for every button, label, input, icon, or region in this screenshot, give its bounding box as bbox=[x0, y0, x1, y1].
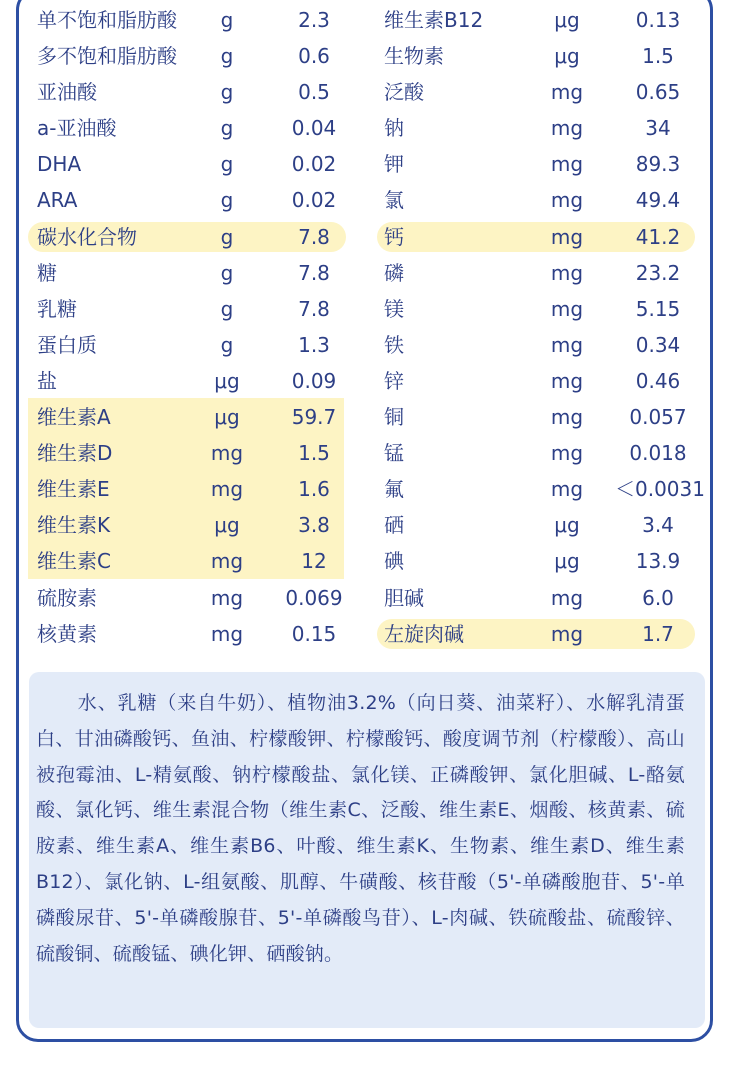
nutrient-value: 1.7 bbox=[642, 621, 674, 646]
nutrient-value: 13.9 bbox=[635, 549, 681, 574]
nutrient-row bbox=[377, 327, 697, 363]
nutrient-unit: mg bbox=[550, 477, 584, 502]
nutrient-value: 0.02 bbox=[291, 188, 337, 213]
nutrient-row bbox=[28, 507, 346, 543]
nutrient-value: 7.8 bbox=[298, 296, 330, 321]
nutrient-column-left bbox=[28, 2, 346, 652]
nutrient-name: 核黄素 bbox=[37, 621, 97, 646]
nutrient-row bbox=[377, 146, 697, 182]
nutrient-name: 生物素 bbox=[384, 44, 444, 69]
nutrient-value: 49.4 bbox=[635, 188, 681, 213]
nutrient-name: 硫胺素 bbox=[37, 585, 97, 610]
nutrient-unit: g bbox=[220, 152, 234, 177]
nutrient-value: 0.04 bbox=[291, 116, 337, 141]
nutrient-value: 0.46 bbox=[635, 368, 681, 393]
nutrient-unit: g bbox=[220, 296, 234, 321]
nutrient-row bbox=[377, 543, 697, 579]
nutrient-value: 0.65 bbox=[635, 80, 681, 105]
nutrient-unit: mg bbox=[210, 549, 244, 574]
nutrient-row bbox=[28, 616, 346, 652]
nutrient-row bbox=[28, 471, 346, 507]
nutrient-value: 0.13 bbox=[635, 8, 681, 32]
nutrient-value: 3.8 bbox=[298, 513, 330, 538]
nutrient-value: 23.2 bbox=[635, 260, 681, 285]
nutrient-unit: mg bbox=[550, 368, 584, 393]
nutrient-value: 2.3 bbox=[298, 8, 330, 32]
nutrient-unit: mg bbox=[210, 477, 244, 502]
nutrient-unit: g bbox=[220, 44, 234, 69]
nutrient-name: 碘 bbox=[384, 549, 404, 574]
nutrient-value: 6.0 bbox=[642, 585, 674, 610]
nutrient-name: 钙 bbox=[384, 224, 404, 249]
nutrient-value: 0.09 bbox=[291, 368, 337, 393]
nutrient-row bbox=[377, 435, 697, 471]
nutrient-name: 胆碱 bbox=[384, 585, 424, 610]
nutrient-value: 59.7 bbox=[291, 405, 337, 430]
nutrient-name: 左旋肉碱 bbox=[384, 621, 464, 646]
nutrient-unit: mg bbox=[550, 441, 584, 466]
nutrient-name: 维生素C bbox=[37, 549, 111, 574]
nutrient-name: 维生素K bbox=[37, 513, 111, 538]
nutrient-row bbox=[28, 580, 346, 616]
nutrient-name: 镁 bbox=[384, 296, 404, 321]
nutrient-unit: μg bbox=[214, 513, 240, 538]
nutrient-value: 0.6 bbox=[298, 44, 330, 69]
nutrient-name: 维生素D bbox=[37, 441, 113, 466]
nutrient-value: 1.6 bbox=[298, 477, 330, 502]
nutrient-value: 0.02 bbox=[291, 152, 337, 177]
nutrient-row bbox=[377, 291, 697, 327]
ingredients-list: 水、乳糖（来自牛奶）、植物油3.2%（向日葵、油菜籽）、水解乳清蛋白、甘油磷酸钙、鱼油、柠檬酸钾、柠檬酸钙、酸度调节剂（柠檬酸）、高山被孢霉油、L-精氨酸、钠柠檬酸盐、氯化镁、正磷酸钾、氯化胆碱、L-酪氨酸、氯化钙、维生素混合物（维生素C、泛酸、维生素E、烟酸、核黄素、硫胺素、维生素A、维生素B6、叶酸、维生素K、生物素、维生素D、维生素B12）、氯化钠、L-组氨酸、肌醇、牛磺酸、核苷酸（5'-单磷酸胞苷、5'-单磷酸尿苷、5'-单磷酸腺苷、5'-单磷酸鸟苷）、L-肉碱、铁硫酸盐、硫酸锌、硫酸铜、硫酸锰、碘化钾、硒酸钠。 bbox=[29, 672, 705, 1028]
nutrient-row bbox=[377, 580, 697, 616]
nutrient-value: 41.2 bbox=[635, 224, 681, 249]
nutrient-unit: mg bbox=[550, 621, 584, 646]
nutrient-unit: mg bbox=[550, 116, 584, 141]
nutrient-value: 7.8 bbox=[298, 224, 330, 249]
nutrient-name: 钠 bbox=[384, 116, 404, 141]
nutrient-name: 磷 bbox=[384, 260, 404, 285]
nutrient-value: ＜0.0031 bbox=[615, 477, 705, 502]
nutrient-name: DHA bbox=[37, 152, 82, 177]
nutrient-name: 锌 bbox=[384, 368, 404, 393]
nutrient-value: 0.018 bbox=[629, 441, 687, 466]
nutrient-row bbox=[28, 38, 346, 74]
nutrient-row bbox=[28, 74, 346, 110]
nutrient-unit: mg bbox=[550, 152, 584, 177]
nutrient-row bbox=[377, 255, 697, 291]
nutrient-unit: μg bbox=[554, 513, 580, 538]
nutrient-value: 5.15 bbox=[635, 296, 681, 321]
nutrient-unit: μg bbox=[554, 8, 580, 32]
nutrient-unit: mg bbox=[550, 260, 584, 285]
nutrient-name: 维生素B12 bbox=[384, 8, 484, 32]
nutrient-value: 0.34 bbox=[635, 332, 681, 357]
nutrient-unit: mg bbox=[550, 585, 584, 610]
nutrient-row bbox=[28, 363, 346, 399]
nutrient-name: 铁 bbox=[384, 332, 404, 357]
nutrient-unit: mg bbox=[550, 188, 584, 213]
nutrient-row bbox=[28, 327, 346, 363]
nutrient-column-right bbox=[377, 2, 705, 652]
nutrient-row bbox=[28, 219, 346, 255]
nutrient-value: 34 bbox=[645, 116, 671, 141]
nutrient-row bbox=[377, 182, 697, 218]
nutrient-row bbox=[377, 363, 697, 399]
nutrient-value: 1.3 bbox=[298, 332, 330, 357]
nutrient-row bbox=[28, 291, 346, 327]
nutrient-value: 0.069 bbox=[285, 585, 343, 610]
nutrient-row bbox=[377, 38, 697, 74]
nutrient-name: 碳水化合物 bbox=[37, 224, 137, 249]
nutrient-row bbox=[28, 2, 346, 38]
nutrient-row bbox=[377, 219, 697, 255]
nutrient-unit: mg bbox=[210, 585, 244, 610]
nutrient-unit: μg bbox=[554, 44, 580, 69]
nutrient-unit: mg bbox=[550, 296, 584, 321]
nutrient-name: 多不饱和脂肪酸 bbox=[37, 44, 177, 69]
nutrient-name: 锰 bbox=[384, 441, 404, 466]
nutrient-unit: μg bbox=[214, 368, 240, 393]
nutrient-name: 硒 bbox=[384, 513, 404, 538]
nutrient-row bbox=[28, 255, 346, 291]
nutrient-name: 维生素E bbox=[37, 477, 110, 502]
nutrient-row bbox=[28, 543, 346, 579]
nutrient-row bbox=[377, 616, 697, 652]
nutrient-row bbox=[377, 507, 697, 543]
nutrient-name: 亚油酸 bbox=[37, 80, 97, 105]
nutrient-name: a-亚油酸 bbox=[37, 116, 117, 141]
nutrient-name: 乳糖 bbox=[37, 296, 77, 321]
nutrient-value: 3.4 bbox=[642, 513, 674, 538]
nutrient-unit: μg bbox=[554, 549, 580, 574]
nutrient-row bbox=[377, 399, 697, 435]
nutrient-unit: mg bbox=[550, 332, 584, 357]
nutrient-name: 氟 bbox=[384, 477, 404, 502]
nutrient-name: 单不饱和脂肪酸 bbox=[37, 8, 177, 32]
nutrient-unit: g bbox=[220, 224, 234, 249]
nutrient-unit: g bbox=[220, 116, 234, 141]
nutrient-value: 0.5 bbox=[298, 80, 330, 105]
nutrient-row bbox=[28, 399, 346, 435]
nutrient-unit: mg bbox=[550, 80, 584, 105]
nutrient-unit: mg bbox=[210, 621, 244, 646]
nutrient-value: 89.3 bbox=[635, 152, 681, 177]
nutrient-row bbox=[377, 74, 697, 110]
nutrient-unit: g bbox=[220, 188, 234, 213]
nutrient-name: ARA bbox=[37, 188, 78, 213]
nutrient-row bbox=[28, 146, 346, 182]
nutrient-unit: mg bbox=[550, 405, 584, 430]
nutrient-unit: g bbox=[220, 260, 234, 285]
nutrient-row bbox=[28, 435, 346, 471]
nutrient-value: 12 bbox=[301, 549, 327, 574]
nutrient-value: 0.057 bbox=[629, 405, 687, 430]
nutrient-unit: mg bbox=[550, 224, 584, 249]
nutrient-name: 泛酸 bbox=[384, 80, 424, 105]
nutrient-value: 7.8 bbox=[298, 260, 330, 285]
nutrient-row bbox=[28, 110, 346, 146]
nutrient-name: 糖 bbox=[37, 260, 57, 285]
nutrient-row bbox=[377, 110, 697, 146]
nutrient-row bbox=[28, 182, 346, 218]
nutrient-name: 维生素A bbox=[37, 405, 111, 430]
nutrient-value: 0.15 bbox=[291, 621, 337, 646]
nutrient-unit: g bbox=[220, 80, 234, 105]
nutrient-value: 1.5 bbox=[298, 441, 330, 466]
nutrient-name: 氯 bbox=[384, 188, 404, 213]
nutrient-row bbox=[377, 2, 697, 38]
nutrient-unit: mg bbox=[210, 441, 244, 466]
nutrient-row bbox=[377, 471, 705, 507]
nutrient-value: 1.5 bbox=[642, 44, 674, 69]
nutrient-name: 蛋白质 bbox=[37, 332, 97, 357]
nutrient-unit: g bbox=[220, 332, 234, 357]
nutrient-name: 盐 bbox=[37, 368, 57, 393]
nutrient-name: 钾 bbox=[384, 152, 404, 177]
nutrient-name: 铜 bbox=[384, 405, 404, 430]
nutrient-unit: g bbox=[220, 8, 234, 32]
nutrient-unit: μg bbox=[214, 405, 240, 430]
